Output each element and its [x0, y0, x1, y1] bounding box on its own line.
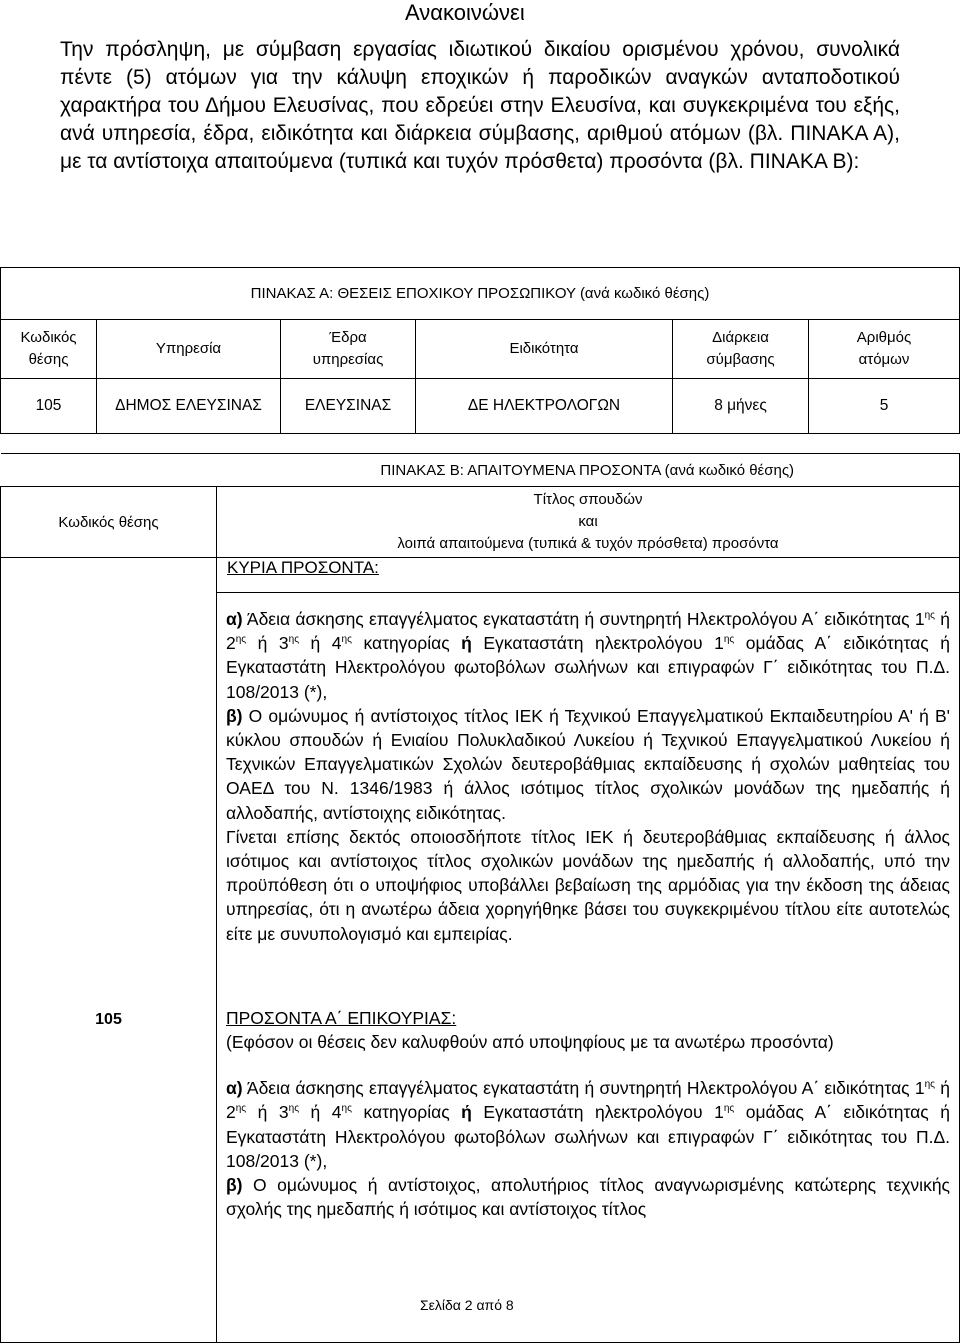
cell-service: ΔΗΜΟΣ ΕΛΕΥΣΙΝΑΣ: [97, 379, 281, 434]
cell-count: 5: [809, 379, 960, 434]
table-b: [0, 453, 960, 1343]
table-a-header-row: [1, 320, 960, 379]
aux-qualification-b: β) Ο ομώνυμος ή αντίστοιχος, απολυτήριος τίτλος αναγνωρισμένης κατώτερης τεχνικής σχολής της ημεδαπής ή ισότιμος και αντίστοιχος τίτλος: [226, 1175, 950, 1220]
auxiliary-qualifications-label: ΠΡΟΣΟΝΤΑ Α΄ ΕΠΙΚΟΥΡΙΑΣ:: [226, 1007, 457, 1028]
table-b-title-row: [1, 454, 960, 487]
qualification-b: β) Ο ομώνυμος ή αντίστοιχος τίτλος ΙΕΚ ή Τεχνικού Επαγγελματικού Εκπαιδευτηρίου Α' ή Β' κύκλου σπουδών ή Ενιαίου Πολυκλαδικού Λυκείου ή Τεχνικού Επαγγελματικού Λυκείου ή Τεχνικών Επαγγελματικών Σχολών δευτεροβάθμιας εκπαίδευσης ή σχολών μαθητείας του ΟΑΕΔ του Ν. 1346/1983 ή άλλος ισότιμος τίτλος σχολικών μονάδων της ημεδαπής ή αλλοδαπής, αντίστοιχης ειδικότητας.: [226, 705, 950, 823]
aux-qualification-a: α) Άδεια άσκησης επαγγέλματος εγκαταστάτη ή συντηρητή Ηλεκτρολόγου Α΄ ειδικότητας $1^{\eta\varsigma}$ ή $2^{\eta\varsigma}$ ή $3^{\eta\varsigma}$ ή $4^{\eta\varsigma}$ κατηγορίας ή Εγκαταστάτη ηλεκτρολόγου $1^{\eta\varsigma}$ ομάδας Α΄ ειδικότητας ή Εγκαταστάτη Ηλεκτρολόγου φωτοβόλων σωλήνων και επιγραφών Γ΄ ειδικότητας του Π.Δ. 108/2013 (*),: [226, 1078, 950, 1171]
cell-code: 105: [1, 379, 97, 434]
qualification-also: Γίνεται επίσης δεκτός οποιοσδήποτε τίτλος ΙΕΚ ή δευτεροβάθμιας εκπαίδευσης ή άλλος ισότιμος και αντίστοιχος τίτλος σχολικών μονάδων της ημεδαπής ή αλλοδαπής, υπό την προϋπόθεση ότι ο υποψήφιος υποβάλλει βεβαίωση της αρμόδιας για την έκδοση της άδειας υπηρεσίας, ότι η ανωτέρω άδεια χορηγήθηκε βάσει του συγκεκριμένου τίτλου είτε αυτοτελώς είτε με συνυπολογισμό και εμπειρίας.: [226, 826, 950, 944]
qualifications-body: [217, 593, 960, 1343]
table-b-code-header: Κωδικός θέσης: [1, 487, 217, 558]
qualification-a: α) Άδεια άσκησης επαγγέλματος εγκαταστάτη ή συντηρητή Ηλεκτρολόγου Α΄ ειδικότητας $1^{\eta\varsigma}$ ή $2^{\eta\varsigma}$ ή $3^{\eta\varsigma}$ ή $4^{\eta\varsigma}$ κατηγορίας ή Εγκαταστάτη ηλεκτρολόγου $1^{\eta\varsigma}$ ομάδας Α΄ ειδικότητας ή Εγκαταστάτη Ηλεκτρολόγου φωτοβόλων σωλήνων και επιγραφών Γ΄ ειδικότητας του Π.Δ. 108/2013 (*),: [226, 609, 950, 702]
cell-duration: 8 μήνες: [673, 379, 809, 434]
table-a: [0, 267, 960, 434]
header-seat: Έδρα υπηρεσίας: [281, 320, 416, 379]
header-count: Αριθμός ατόμων: [809, 320, 960, 379]
intro-paragraph: Την πρόσληψη, με σύμβαση εργασίας ιδιωτικού δικαίου ορισμένου χρόνου, συνολικά πέντε (5) ατόμων για την κάλυψη εποχικών ή παροδικών αναγκών ανταποδοτικού χαρακτήρα του Δήμου Ελευσίνας, που εδρεύει στην Ελευσίνα, και συγκεκριμένα του εξής, ανά υπηρεσία, έδρα, ειδικότητα και διάρκεια σύμβασης, αριθμού ατόμων (βλ. ΠΙΝΑΚΑ Α), με τα αντίστοιχα απαιτούμενα (τυπικά και τυχόν πρόσθετα) προσόντα (βλ. ΠΙΝΑΚΑ Β):: [60, 38, 900, 173]
table-row: [1, 379, 960, 434]
table-b-code-cell: 105: [1, 558, 217, 1343]
main-qualifications-label: ΚΥΡΙΑ ΠΡΟΣΟΝΤΑ:: [217, 558, 960, 593]
cell-specialty: ΔΕ ΗΛΕΚΤΡΟΛΟΓΩΝ: [416, 379, 673, 434]
page-heading: Ανακοινώνει: [405, 0, 525, 25]
page-footer: Σελίδα 2 από 8: [420, 1297, 514, 1313]
header-service: Υπηρεσία: [97, 320, 281, 379]
header-code: Κωδικός θέσης: [1, 320, 97, 379]
table-a-title: ΠΙΝΑΚΑΣ Α: ΘΕΣΕΙΣ ΕΠΟΧΙΚΟΥ ΠΡΟΣΩΠΙΚΟΥ (ανά κωδικό θέσης): [1, 268, 960, 320]
auxiliary-note: (Εφόσον οι θέσεις δεν καλυφθούν από υποψηφίους με τα ανωτέρω προσόντα): [226, 1032, 834, 1053]
table-b-qual-header: Τίτλος σπουδών και λοιπά απαιτούμενα (τυπικά & τυχόν πρόσθετα) προσόντα: [217, 487, 960, 558]
table-b-title: ΠΙΝΑΚΑΣ Β: ΑΠΑΙΤΟΥΜΕΝΑ ΠΡΟΣΟΝΤΑ (ανά κωδικό θέσης): [380, 461, 795, 479]
cell-seat: ΕΛΕΥΣΙΝΑΣ: [281, 379, 416, 434]
header-duration: Διάρκεια σύμβασης: [673, 320, 809, 379]
header-specialty: Ειδικότητα: [416, 320, 673, 379]
